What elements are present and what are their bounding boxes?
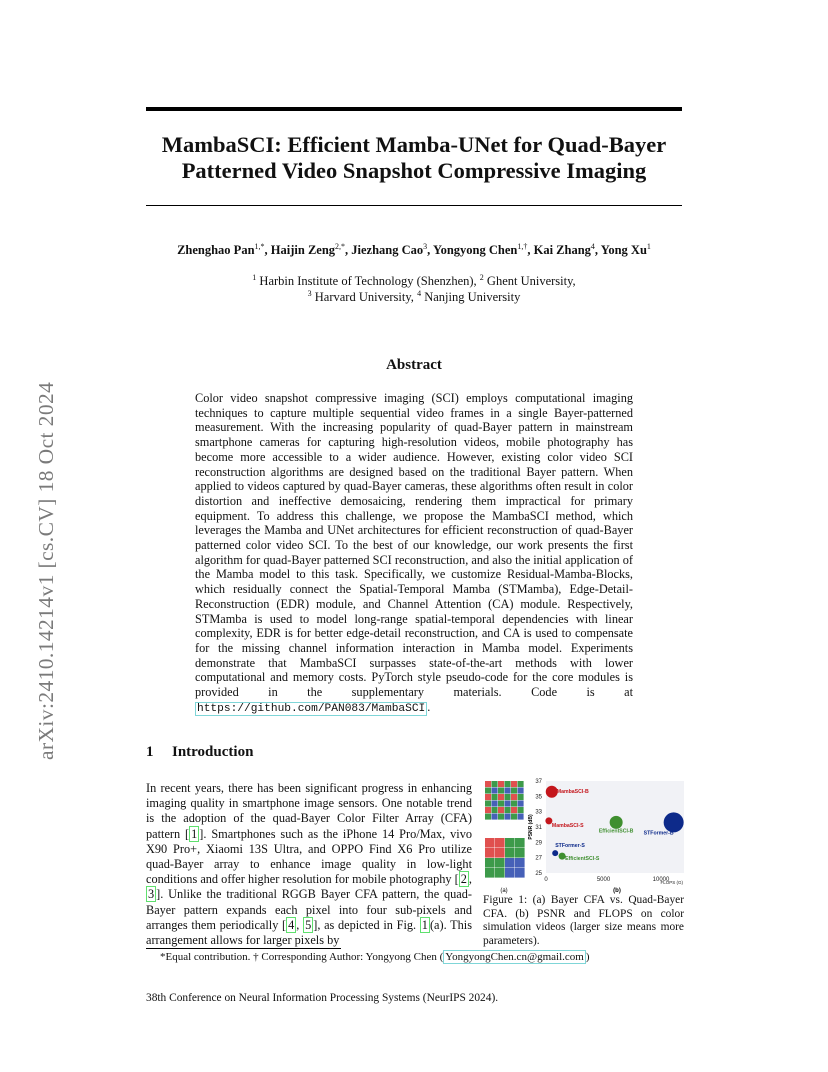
- title-line-2: Patterned Video Snapshot Compressive Imaging: [181, 158, 647, 183]
- quad-cfa-cell: [515, 868, 525, 878]
- point-label: EfficientSCI-B: [598, 828, 634, 835]
- author-affiliation-mark: 1,†: [517, 242, 528, 251]
- quad-cfa-cell: [515, 838, 525, 848]
- cfa-cell: [518, 801, 524, 807]
- footnote-rule: [146, 948, 341, 949]
- author-list: Zhenghao Pan$^{1,*}$, Haijin Zeng$^{2,*}$, Jiezhang Cao$^3$, Yongyong Chen$^{1,\dagger}$, Kai Zhang$^4$, Yong Xu$^1$: [177, 242, 651, 257]
- quad-cfa-cell: [495, 838, 505, 848]
- author-name: Yong Xu: [600, 243, 647, 257]
- cfa-cell: [485, 814, 491, 820]
- point-label: MambaSCI-B: [556, 789, 589, 796]
- affiliation-3: Harvard University,: [314, 290, 414, 304]
- cfa-cell: [505, 781, 511, 787]
- citation-link[interactable]: 2: [460, 872, 467, 887]
- cfa-cell: [511, 814, 517, 820]
- quad-cfa-cell: [505, 868, 515, 878]
- y-tick-label: 27: [535, 855, 542, 862]
- citation-link[interactable]: 1: [191, 826, 198, 841]
- citation-link[interactable]: 4: [288, 917, 295, 932]
- cfa-cell: [518, 794, 524, 800]
- title-top-rule: [146, 107, 682, 111]
- y-tick-label: 29: [535, 840, 542, 847]
- cfa-cell: [498, 807, 504, 813]
- cfa-cell: [511, 794, 517, 800]
- abstract-text: Color video snapshot compressive imaging (SCI) employs computational imaging techniques to capture multiple sequential video frames in a single Bayer-patterned measurement. With the increasing popularity of quad-Bayer pattern in mainstream smartphone cameras for capturing high-resolution videos, mobile photography has become more accessible to a wider audience. However, existing color video SCI reconstruction algorithms are designed based on the traditional Bayer pattern. When applied to videos captured by quad-Bayer cameras, these algorithms often result in color distortion and ineffective demosaicing, rendering them impractical for primary equipment. To address this challenge, we propose the MambaSCI method, which leverages the Mamba and UNet architectures for efficient reconstruction of quad-Bayer patterned color video SCI. To the best of our knowledge, our work presents the first algorithm for quad-Bayer patterned SCI reconstruction, and also the initial application of the Mamba model to this task. Specifically, we customize Residual-Mamba-Blocks, which residually connect the Spatial-Temporal Mamba (STMamba), Edge-Detail-Reconstruction (EDR) module, and Channel Attention (CA) module. Respectively, STMamba is used to model long-range spatial-temporal dependencies with linear complexity, EDR is for better edge-detail reconstruction, and CA is used to compensate for the missing channel information interaction in Mamba model. Experiments demonstrate that MambaSCI surpasses state-of-the-art methods with lower computational and memory costs. PyTorch style pseudo-code for the core modules is provided in the supplementary materials. Code is at: [195, 391, 633, 700]
- cfa-cell: [505, 788, 511, 794]
- author-name: Haijin Zeng: [270, 243, 336, 257]
- affiliation-1: Harbin Institute of Technology (Shenzhen),: [259, 274, 477, 288]
- quad-cfa-cell: [505, 848, 515, 858]
- figure-ref-link[interactable]: 1: [421, 917, 428, 932]
- cfa-cell: [485, 807, 491, 813]
- point-label: STFormer-B: [643, 830, 674, 837]
- data-point: [552, 850, 558, 856]
- author-affiliation-mark: 4: [590, 242, 595, 251]
- quad-cfa-cell: [485, 838, 495, 848]
- x-tick-label: 10000: [652, 877, 670, 883]
- quad-cfa-cell: [495, 868, 505, 878]
- data-point: [664, 812, 684, 832]
- cfa-cell: [505, 801, 511, 807]
- cfa-cell: [505, 807, 511, 813]
- cfa-cell: [505, 794, 511, 800]
- quad-cfa-cell: [505, 858, 515, 868]
- cfa-cell: [492, 801, 498, 807]
- x-tick-label: 0: [544, 877, 548, 883]
- author-name: Yongyong Chen: [432, 243, 518, 257]
- cfa-cell: [492, 788, 498, 794]
- section-heading-introduction: [146, 744, 253, 761]
- quad-cfa-cell: [515, 858, 525, 868]
- quad-cfa-cell: [485, 858, 495, 868]
- cfa-cell: [511, 801, 517, 807]
- affiliation-line-2: $^3$ Harvard University, $^4$ Nanjing University: [307, 289, 521, 304]
- y-tick-label: 25: [535, 871, 542, 877]
- conference-footer: 38th Conference on Neural Information Processing Systems (NeurIPS 2024).: [146, 992, 499, 1004]
- figure-label-b: (b): [613, 888, 621, 894]
- cfa-cell: [505, 814, 511, 820]
- quad-cfa-cell: [495, 848, 505, 858]
- cfa-cell: [485, 781, 491, 787]
- title-line-1: MambaSCI: Efficient Mamba-UNet for Quad-Bayer: [161, 132, 667, 157]
- author-affiliation-mark: 2,*: [335, 242, 346, 251]
- author-affiliation-mark: 1,*: [254, 242, 265, 251]
- introduction-paragraph: In recent years, there has been significant progress in enhancing imaging quality in smartphone image sensors. One notable trend is the adoption of the quad-Bayer Color Filter Array (CFA) pattern [ 1 ]. Smartphones such as the iPhone 14 Pro/Max, vivo X90 Pro+, Xiaomi 13S Ultra, and OPPO Find X6 Pro utilize quad-Bayer array to enhance image quality in low-light conditions and offer higher resolution for mobile photography [ 2 , 3 ]. Unlike the traditional RGGB Bayer CFA pattern, the quad-Bayer pattern expands each pixel into four sub-pixels and arranges them periodically [ 4 , 5 ], as depicted in Fig. 1 (a). This arrangement allows for larger pixels by: [146, 781, 473, 948]
- citation-link[interactable]: 5: [305, 917, 312, 932]
- affiliation-2: Ghent University,: [486, 274, 576, 288]
- quad-cfa-cell: [495, 858, 505, 868]
- point-label: EfficientSCI-S: [565, 856, 600, 863]
- cfa-cell: [492, 794, 498, 800]
- abstract-body: Color video snapshot compressive imaging (SCI) employs computational imaging techniques to capture multiple sequential video frames in a single Bayer-patterned measurement. With the increasing popularity of quad-Bayer pattern in mainstream smartphone cameras for capturing high-resolution videos, mobile photography has become more accessible to a wider audience. However, existing color video SCI reconstruction algorithms are designed based on the traditional Bayer pattern. When applied to videos captured by quad-Bayer cameras, these algorithms often result in color distortion and ineffective demosaicing, rendering them impractical for primary equipment. To address this challenge, we propose the MambaSCI method, which leverages the Mamba and UNet architectures for efficient reconstruction of quad-Bayer patterned color video SCI. To the best of our knowledge, our work presents the first algorithm for quad-Bayer patterned SCI reconstruction, and also the initial application of the Mamba model to this task. Specifically, we customize Residual-Mamba-Blocks, which residually connect the Spatial-Temporal Mamba (STMamba), Edge-Detail-Reconstruction (EDR) module, and Channel Attention (CA) module. Respectively, STMamba is used to model long-range spatial-temporal dependencies with linear complexity, EDR is for better edge-detail reconstruction, and CA is used to compensate for the missing channel information interaction in Mamba model. Experiments demonstrate that MambaSCI surpasses state-of-the-art methods with lower computational and memory costs. PyTorch style pseudo-code for the core modules is provided in the supplementary materials. Code is at https://github.com/PAN083/MambaSCI .: [195, 391, 633, 715]
- x-axis-label: FLOPS (G): [660, 880, 683, 885]
- y-axis-label: PSNR (dB): [528, 814, 534, 840]
- cfa-cell: [518, 807, 524, 813]
- data-point: [610, 816, 623, 829]
- footnote: *Equal contribution. † Corresponding Author: Yongyong Chen ( YongyongChen.cn@gmail.com ): [160, 951, 590, 963]
- cfa-cell: [511, 788, 517, 794]
- cfa-cell: [498, 781, 504, 787]
- paper-title: [146, 132, 682, 184]
- y-tick-label: 37: [535, 779, 542, 785]
- cfa-cell: [518, 781, 524, 787]
- figure-label-a: (a): [500, 888, 508, 894]
- cfa-cell: [485, 788, 491, 794]
- point-label: STFormer-S: [555, 843, 585, 850]
- quad-cfa-cell: [485, 868, 495, 878]
- affiliation-4: Nanjing University: [424, 290, 521, 304]
- title-bottom-rule: [146, 205, 682, 206]
- cfa-cell: [498, 801, 504, 807]
- affiliations: [146, 273, 682, 305]
- cfa-cell: [511, 807, 517, 813]
- cfa-cell: [518, 788, 524, 794]
- figure-1-svg: [484, 778, 684, 894]
- cfa-cell: [485, 794, 491, 800]
- bayer-cfa-pattern: [485, 781, 524, 820]
- cfa-cell: [485, 801, 491, 807]
- cfa-cell: [492, 807, 498, 813]
- y-tick-label: 31: [535, 825, 542, 831]
- abstract-heading: Abstract: [386, 357, 442, 373]
- cfa-cell: [498, 814, 504, 820]
- author-name: Jiezhang Cao: [351, 243, 424, 257]
- section-title: Introduction: [172, 744, 254, 760]
- figure-caption: Figure 1: (a) Bayer CFA vs. Quad-Bayer CFA. (b) PSNR and FLOPS on color simulation videos (larger size means more parameters).: [483, 894, 684, 948]
- section-number: 1: [146, 744, 154, 760]
- cfa-cell: [511, 781, 517, 787]
- cfa-cell: [518, 814, 524, 820]
- citation-link[interactable]: 3: [148, 887, 155, 902]
- quad-cfa-cell: [505, 838, 515, 848]
- arxiv-id: arXiv:2410.14214v1 [cs.CV] 18 Oct 2024: [34, 381, 58, 760]
- point-label: MambaSCI-S: [551, 822, 584, 829]
- cfa-cell: [492, 814, 498, 820]
- figure-1: [484, 778, 684, 894]
- y-tick-label: 35: [535, 794, 542, 801]
- author-affiliation-mark: 1: [646, 242, 651, 251]
- cfa-cell: [492, 781, 498, 787]
- code-link[interactable]: https://github.com/PAN083/MambaSCI: [197, 702, 426, 715]
- quad-cfa-cell: [515, 848, 525, 858]
- cfa-cell: [498, 788, 504, 794]
- psnr-flops-chart: [528, 779, 684, 885]
- author-name: Kai Zhang: [533, 243, 591, 257]
- quad-cfa-cell: [485, 848, 495, 858]
- arxiv-sidebar-stamp: [16, 290, 58, 760]
- email-link[interactable]: YongyongChen.cn@gmail.com: [445, 951, 584, 963]
- x-tick-label: 5000: [596, 877, 611, 883]
- quad-bayer-cfa-pattern: [485, 838, 525, 878]
- author-affiliation-mark: 3: [423, 242, 428, 251]
- author-name: Zhenghao Pan: [177, 243, 255, 257]
- y-tick-label: 33: [535, 809, 542, 816]
- affiliation-line-1: $^1$ Harbin Institute of Technology (Shenzhen), $^2$ Ghent University,: [252, 273, 576, 288]
- cfa-cell: [498, 794, 504, 800]
